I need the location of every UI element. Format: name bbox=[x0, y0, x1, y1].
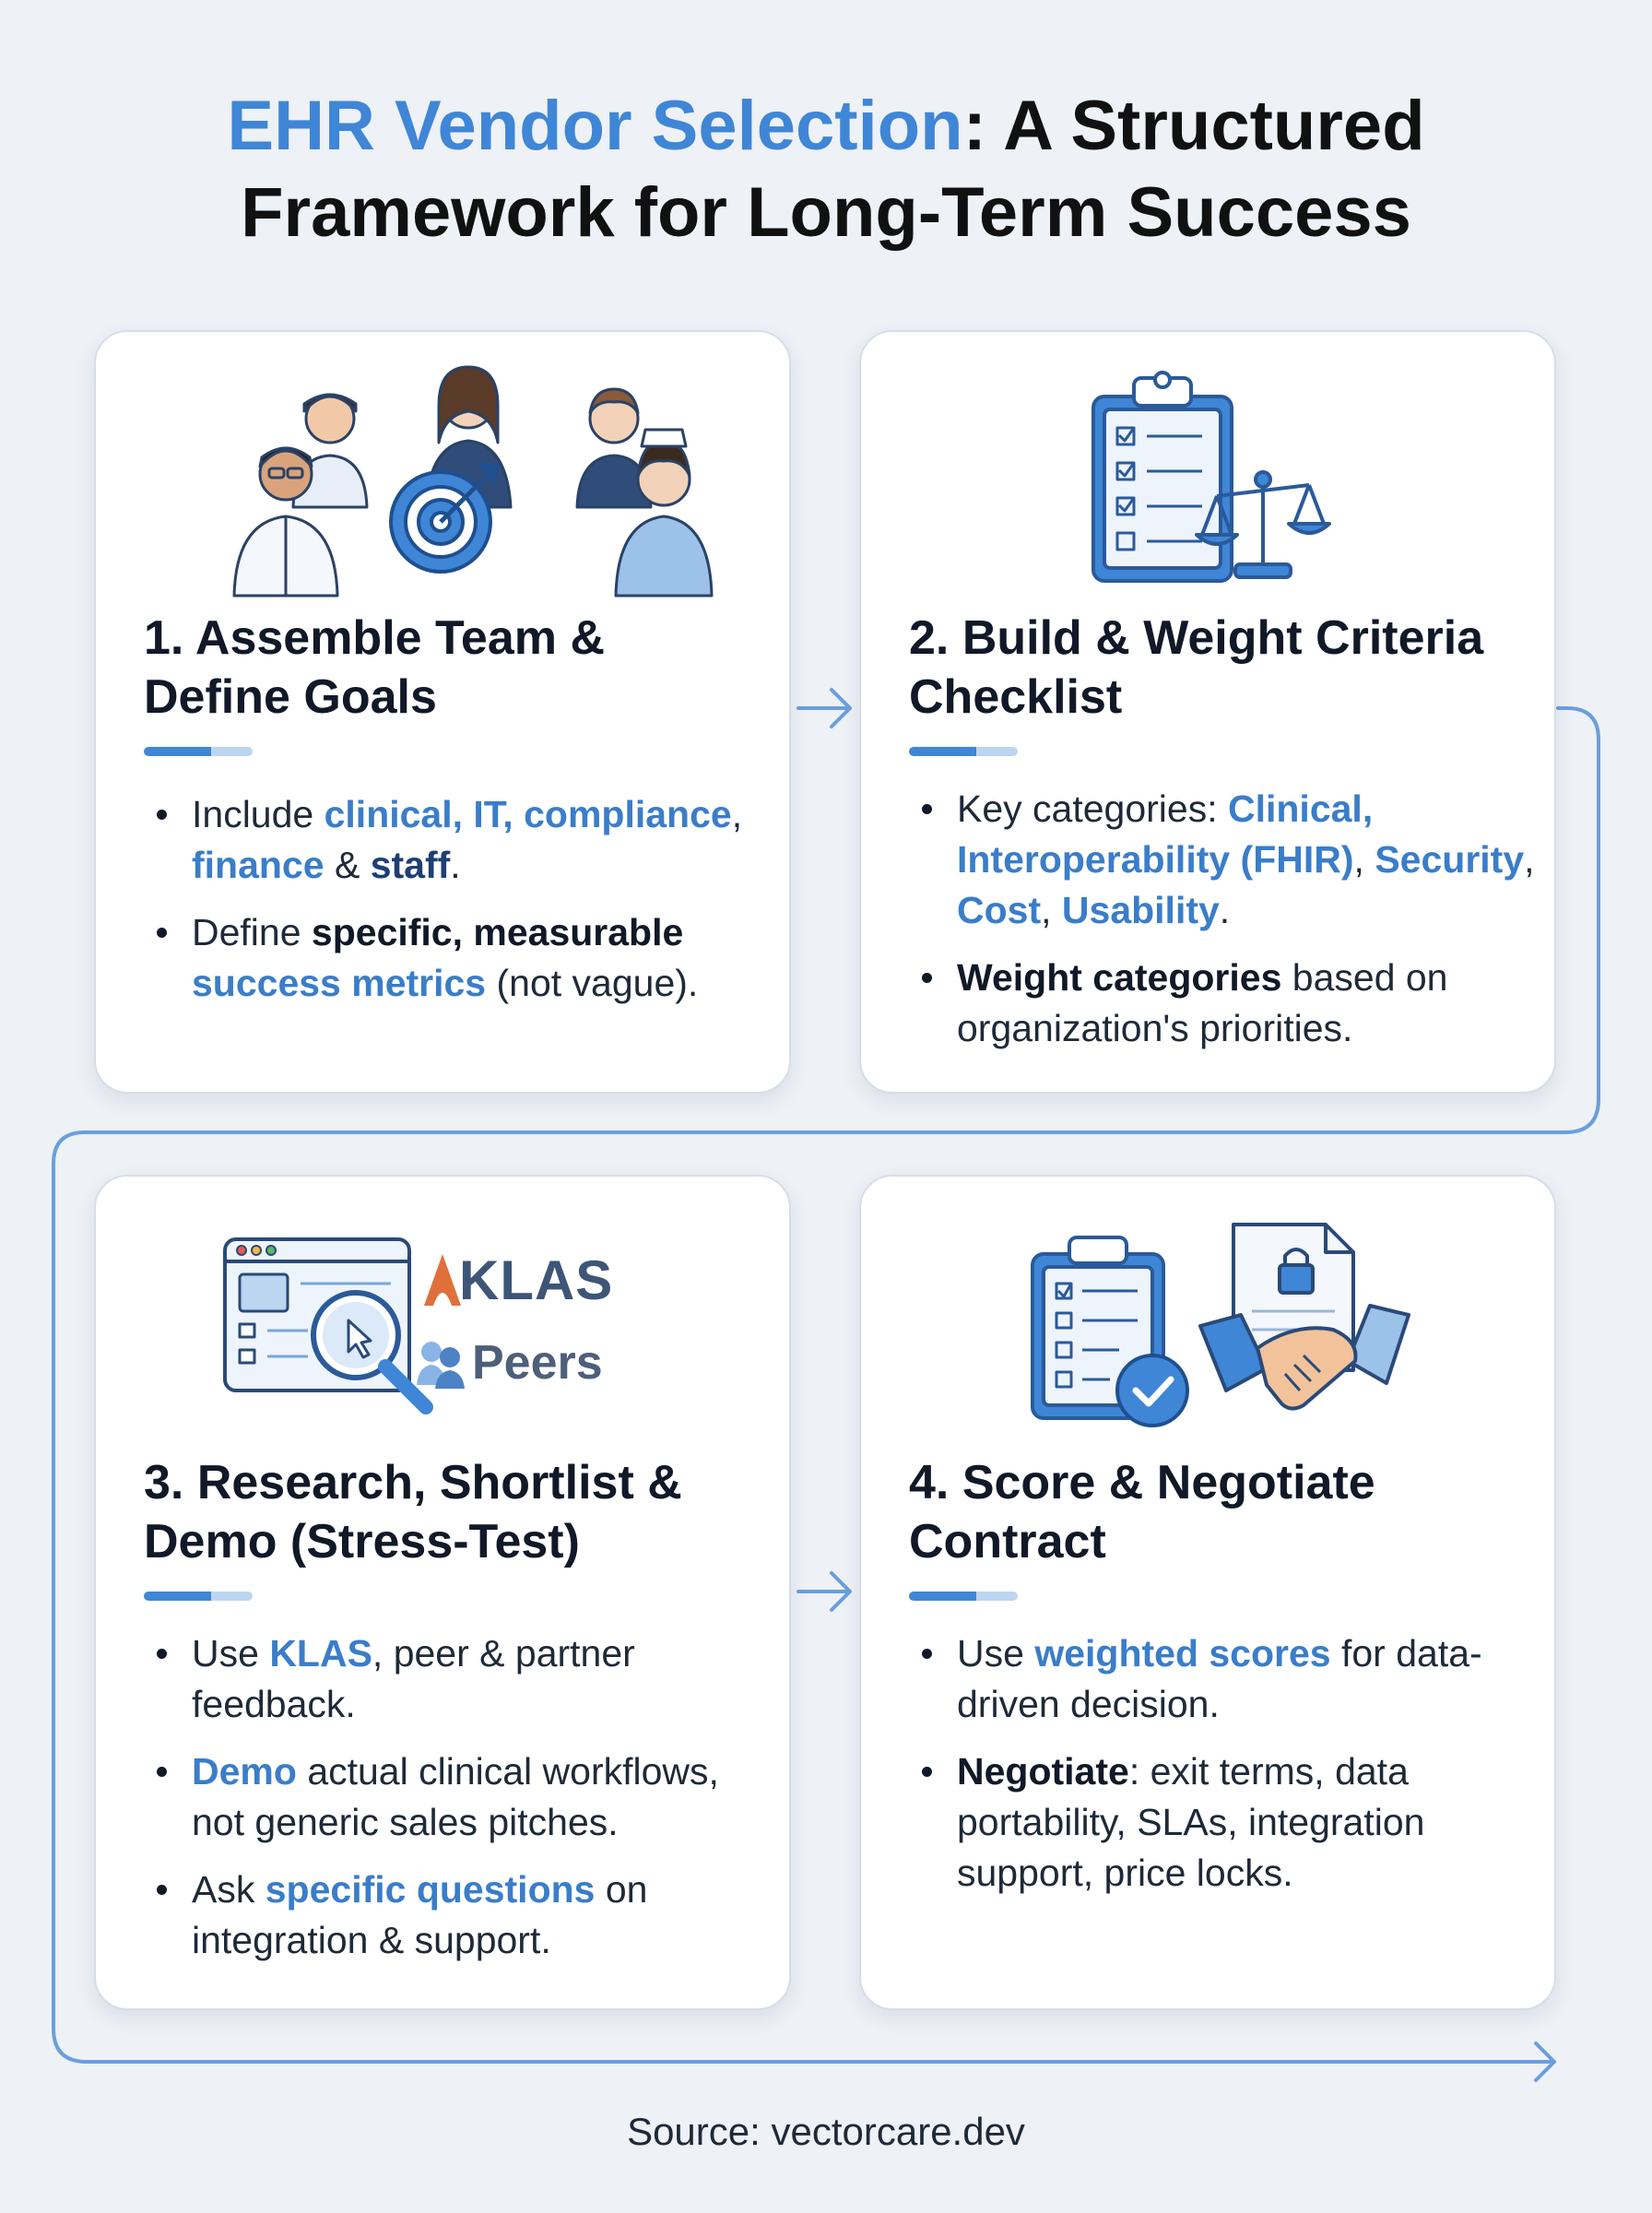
heading-underline bbox=[909, 1592, 1018, 1601]
bullet-list bbox=[909, 1628, 1536, 1915]
list-item: Define specific, measurable success metrics (not vague). bbox=[144, 907, 771, 1009]
target-icon bbox=[96, 332, 793, 609]
peers-icon bbox=[96, 1177, 793, 1472]
list-item: Negotiate: exit terms, data portability, SLAs, integration support, price locks. bbox=[909, 1746, 1536, 1899]
list-item: Use weighted scores for data-driven decision. bbox=[909, 1628, 1536, 1730]
bullet-list bbox=[144, 789, 771, 1025]
step-card-1 bbox=[94, 330, 791, 1094]
list-item: Ask specific questions on integration & support. bbox=[144, 1864, 771, 1966]
step-card-3 bbox=[94, 1175, 791, 2010]
klas-logo-text: KLAS bbox=[459, 1249, 614, 1311]
arrow-right-icon bbox=[798, 1573, 850, 1610]
list-item: Key categories: Clinical, Interoperability (FHIR), Security, Cost, Usability. bbox=[909, 784, 1536, 936]
heading-underline bbox=[144, 1592, 253, 1601]
list-item: Use KLAS, peer & partner feedback. bbox=[144, 1628, 771, 1730]
arrow-right-icon bbox=[798, 690, 850, 727]
step-heading: 2. Build & Weight Criteria Checklist bbox=[909, 611, 1484, 724]
list-item: Include clinical, IT, compliance, finance & staff. bbox=[144, 789, 771, 891]
step-heading: 4. Score & Negotiate Contract bbox=[909, 1456, 1375, 1568]
heading-underline bbox=[144, 747, 253, 756]
step-heading: 3. Research, Shortlist & Demo (Stress-Test) bbox=[144, 1456, 682, 1568]
title-accent: EHR Vendor Selection bbox=[227, 87, 963, 165]
step-card-4 bbox=[859, 1175, 1556, 2010]
list-item: Demo actual clinical workflows, not generic sales pitches. bbox=[144, 1746, 771, 1848]
scales-icon bbox=[861, 332, 1558, 609]
handshake-icon bbox=[861, 1177, 1558, 1472]
title-rest: : A Structured bbox=[962, 87, 1425, 165]
peers-label: Peers bbox=[472, 1336, 603, 1390]
step-card-2 bbox=[859, 330, 1556, 1094]
page-title bbox=[88, 83, 1564, 256]
step-heading: 1. Assemble Team & Define Goals bbox=[144, 611, 605, 724]
source-credit: Source: vectorcare.dev bbox=[627, 2110, 1025, 2153]
title-line2: Framework for Long-Term Success bbox=[241, 173, 1411, 252]
bullet-list bbox=[909, 784, 1536, 1071]
heading-underline bbox=[909, 747, 1018, 756]
arrow-right-icon bbox=[1536, 2043, 1554, 2080]
list-item: Weight categories based on organization's priorities. bbox=[909, 953, 1536, 1054]
bullet-list bbox=[144, 1628, 771, 1982]
